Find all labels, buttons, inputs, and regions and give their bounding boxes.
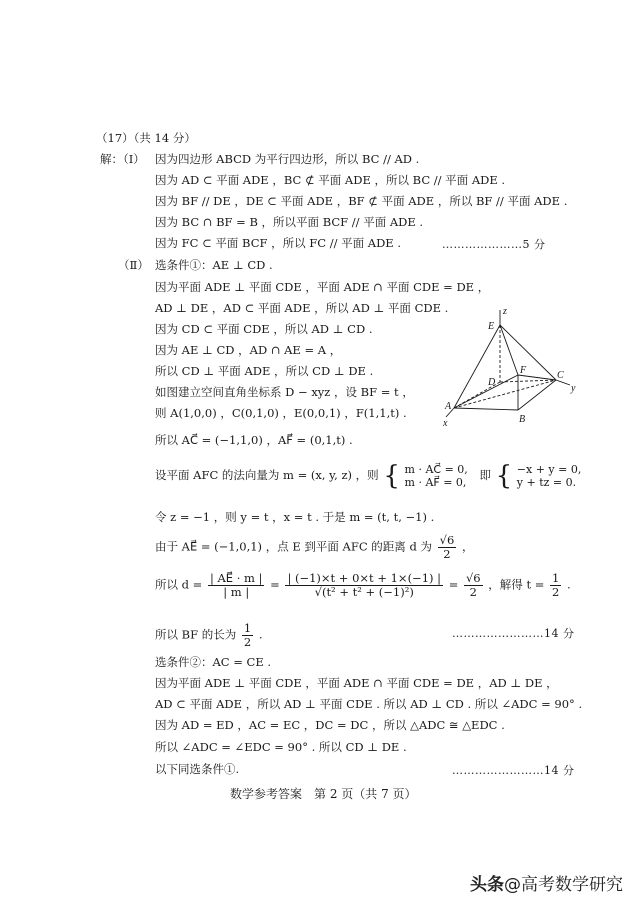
part2-line-1: 因为平面 ADE ⊥ 平面 CDE ，平面 ADE ∩ 平面 CDE = DE ， (155, 280, 490, 294)
normal-system-1 (405, 463, 468, 489)
label-x: x (443, 418, 448, 429)
distance-frac-num: √6 (439, 533, 455, 547)
distance-frac-den: 2 (443, 547, 451, 561)
part2-label: （Ⅱ） (118, 258, 149, 272)
label-F: F (520, 365, 527, 376)
cond2-line-5: 以下同选条件①. (155, 762, 240, 776)
formula-end: . (567, 577, 571, 592)
solid-figure (440, 305, 590, 430)
watermark (470, 870, 623, 895)
cond2-line-3: 因为 AD = ED ，AC = EC ，DC = DC ，所以 △ADC ≅ △EDC . (155, 718, 505, 732)
distance-line (155, 534, 473, 561)
normal-vector-line (155, 463, 581, 489)
formula-fraction-1 (208, 572, 265, 599)
bf-frac-den: 2 (243, 635, 252, 649)
cond2-line-4: 所以 ∠ADC = ∠EDC = 90° . 所以 CD ⊥ DE . (155, 740, 407, 754)
part2-line-6: 如图建立空间直角坐标系 D − xyz ，设 BF = t ， (155, 385, 414, 399)
part2-line-5: 所以 CD ⊥ 平面 ADE ，所以 CD ⊥ DE . (155, 364, 374, 378)
label-y: y (571, 383, 576, 394)
bf-end: . (258, 627, 263, 642)
part2-line-8: 所以 AC⃗ = (−1,1,0) ，AF⃗ = (0,1,t) . (155, 433, 353, 447)
label-C: C (557, 370, 564, 381)
part1-line-4: 因为 FC ⊂ 平面 BCF ，所以 FC // 平面 ADE . (155, 236, 402, 250)
part2-line-3: 因为 CD ⊂ 平面 CDE ，所以 AD ⊥ CD . (155, 322, 373, 336)
problem-header: （17）（共 14 分） (96, 131, 196, 145)
formula-frac3-num: √6 (465, 571, 481, 585)
part2-line-0: 选条件①：AE ⊥ CD . (155, 258, 273, 272)
score-5: …………………5 分 (442, 238, 546, 251)
formula-frac4-num: 1 (552, 571, 560, 585)
formula-frac4-den: 2 (552, 585, 560, 599)
part1-line-3: 因为 BC ∩ BF = B ，所以平面 BCF // 平面 ADE . (155, 215, 424, 229)
part2-line-2: AD ⊥ DE ，AD ⊂ 平面 ADE ，所以 AD ⊥ 平面 CDE . (155, 301, 449, 315)
distance-suffix: ， (461, 539, 474, 554)
formula-frac3-den: 2 (469, 585, 477, 599)
distance-prefix: 由于 AE⃗ = (−1,0,1) ，点 E 到平面 AFC 的距离 d 为 (155, 539, 432, 554)
page-footer: 数学参考答案 第 2 页（共 7 页） (230, 787, 417, 801)
watermark-logo: 头条 (470, 875, 504, 895)
normal-prefix: 设平面 AFC 的法向量为 m = (x, y, z) ，则 (155, 468, 379, 482)
formula-eq1: = (270, 577, 280, 592)
formula-fraction-4 (550, 572, 561, 599)
label-E: E (488, 321, 495, 332)
formula-frac1-den: | m | (223, 585, 250, 599)
bf-fraction (242, 622, 253, 649)
formula-frac2-num: | (−1)×t + 0×t + 1×(−1) | (287, 571, 442, 585)
distance-fraction (438, 534, 457, 561)
left-brace-1: { (383, 461, 400, 491)
left-brace-2: { (495, 461, 513, 491)
formula-frac1-num: | AE⃗ · m | (209, 571, 263, 585)
formula-frac2-den: √(t² + t² + (−1)²) (314, 585, 414, 599)
part1-line-1: 因为 AD ⊂ 平面 ADE ，BC ⊄ 平面 ADE ，所以 BC // 平面 ADE . (155, 173, 506, 187)
cond2-line-0: 选条件②：AC = CE . (155, 655, 272, 669)
normal-sys1-row1: m · AC⃗ = 0, (404, 463, 468, 476)
cond2-line-2: AD ⊂ 平面 ADE ，所以 AD ⊥ 平面 CDE . 所以 AD ⊥ CD . 所以 ∠ADC = 90° . (155, 697, 583, 711)
cond2-line-1: 因为平面 ADE ⊥ 平面 CDE ，平面 ADE ∩ 平面 CDE = DE ，AD ⊥ DE ， (155, 676, 558, 690)
part1-line-2: 因为 BF // DE ，DE ⊂ 平面 ADE ，BF ⊄ 平面 ADE ，所以 BF // 平面 ADE . (155, 194, 568, 208)
label-D: D (488, 377, 496, 388)
bf-length-line (155, 622, 263, 649)
label-z: z (503, 306, 507, 317)
bf-frac-num: 1 (243, 621, 252, 635)
normal-system-2 (517, 463, 582, 489)
part2-line-7: 则 A(1,0,0) ，C(0,1,0) ，E(0,0,1) ，F(1,1,t) . (155, 406, 407, 420)
normal-sys2-row2: y + tz = 0. (516, 476, 577, 489)
formula-suffix: ，解得 t = (488, 577, 545, 592)
normal-sys2-row1: −x + y = 0, (516, 463, 582, 476)
score-14-b: ……………………14 分 (452, 764, 575, 777)
watermark-text: @高考数学研究 (504, 875, 623, 895)
part1-label: 解：（Ⅰ） (100, 152, 145, 166)
normal-sys1-row2: m · AF⃗ = 0, (404, 476, 467, 489)
formula-line (155, 572, 571, 599)
formula-prefix: 所以 d = (155, 577, 203, 592)
label-A: A (445, 401, 452, 412)
part2-line-4: 因为 AE ⊥ CD ，AD ∩ AE = A ， (155, 343, 342, 357)
label-B: B (519, 414, 526, 425)
part1-line-0: 因为四边形 ABCD 为平行四边形，所以 BC // AD . (155, 152, 420, 166)
formula-fraction-3 (464, 572, 483, 599)
formula-eq2: = (448, 577, 459, 592)
formula-fraction-2 (285, 572, 443, 599)
bf-prefix: 所以 BF 的长为 (155, 627, 237, 642)
normal-mid: 即 (479, 468, 491, 482)
score-14-a: ……………………14 分 (452, 627, 575, 640)
let-line: 令 z = −1 ，则 y = t ，x = t . 于是 m = (t, t, −1) . (155, 510, 435, 524)
